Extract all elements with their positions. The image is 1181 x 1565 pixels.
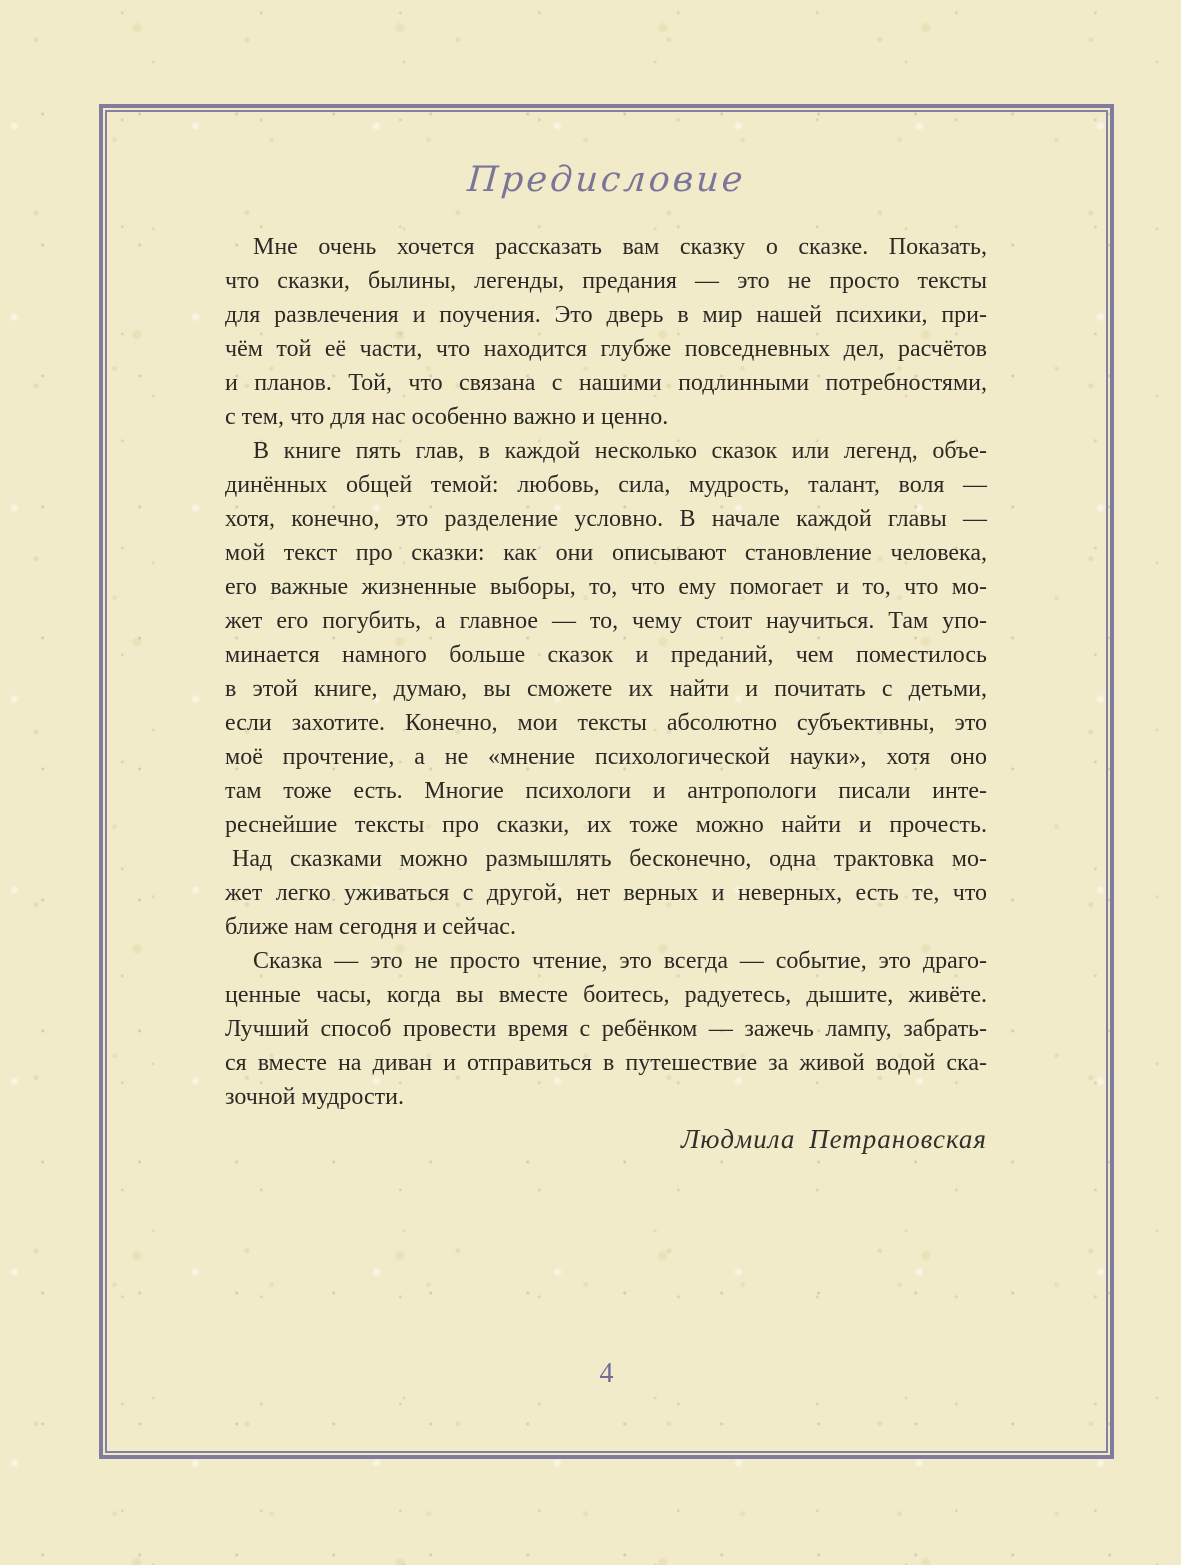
text-line: чём той её части, что находится глубже повседневных дел, расчётов [225,336,987,362]
text-line: минается намного больше сказок и преданий, чем поместилось [225,642,987,668]
text-line: Мне очень хочется рассказать вам сказку о сказке. Показать, [253,234,987,260]
paragraph [225,230,987,434]
text-line: жет легко уживаться с другой, нет верных и неверных, есть те, что [225,880,987,906]
author-signature: Людмила Петрановская [681,1124,987,1154]
text-line: что сказки, былины, легенды, предания — это не просто тексты [225,268,987,294]
text-line: Над сказками можно размышлять бесконечно, одна трактовка мо- [232,846,987,872]
text-line: с тем, что для нас особенно важно и ценно. [225,404,669,430]
text-line: его важные жизненные выборы, то, что ему помогает и то, что мо- [225,574,987,600]
text-line: динённых общей темой: любовь, сила, мудрость, талант, воля — [225,472,987,498]
text-line: Сказка — это не просто чтение, это всегда — событие, это драго- [253,948,987,974]
page-number: 4 [599,1358,614,1389]
text-line: реснейшие тексты про сказки, их тоже можно найти и прочесть. [225,812,987,838]
body-text [225,230,987,1114]
text-line: в этой книге, думаю, вы сможете их найти и почитать с детьми, [225,676,987,702]
text-line: жет его погубить, а главное — то, чему стоит научиться. Там упо- [225,608,987,634]
paragraph [225,944,987,1114]
text-line: если захотите. Конечно, мои тексты абсолютно субъективны, это [225,710,987,736]
text-line: там тоже есть. Многие психологи и антропологи писали инте- [225,778,987,804]
text-line: и планов. Той, что связана с нашими подлинными потребностями, [225,370,987,396]
text-line: хотя, конечно, это разделение условно. В начале каждой главы — [225,506,987,532]
text-line: для развлечения и поучения. Это дверь в мир нашей психики, при- [225,302,987,328]
paragraph [225,842,987,944]
text-line: моё прочтение, а не «мнение психологической науки», хотя оно [225,744,987,770]
text-line: ся вместе на диван и отправиться в путешествие за живой водой ска- [225,1050,987,1076]
text-line: ценные часы, когда вы вместе боитесь, радуетесь, дышите, живёте. [225,982,987,1008]
text-line: зочной мудрости. [225,1084,404,1110]
text-line: В книге пять глав, в каждой несколько сказок или легенд, объе- [253,438,987,464]
chapter-title: Предисловие [466,160,747,200]
paragraph [225,434,987,842]
text-line: мой текст про сказки: как они описывают становление человека, [225,540,987,566]
text-line: ближе нам сегодня и сейчас. [225,914,516,940]
text-line: Лучший способ провести время с ребёнком — зажечь лампу, забрать- [225,1016,987,1042]
